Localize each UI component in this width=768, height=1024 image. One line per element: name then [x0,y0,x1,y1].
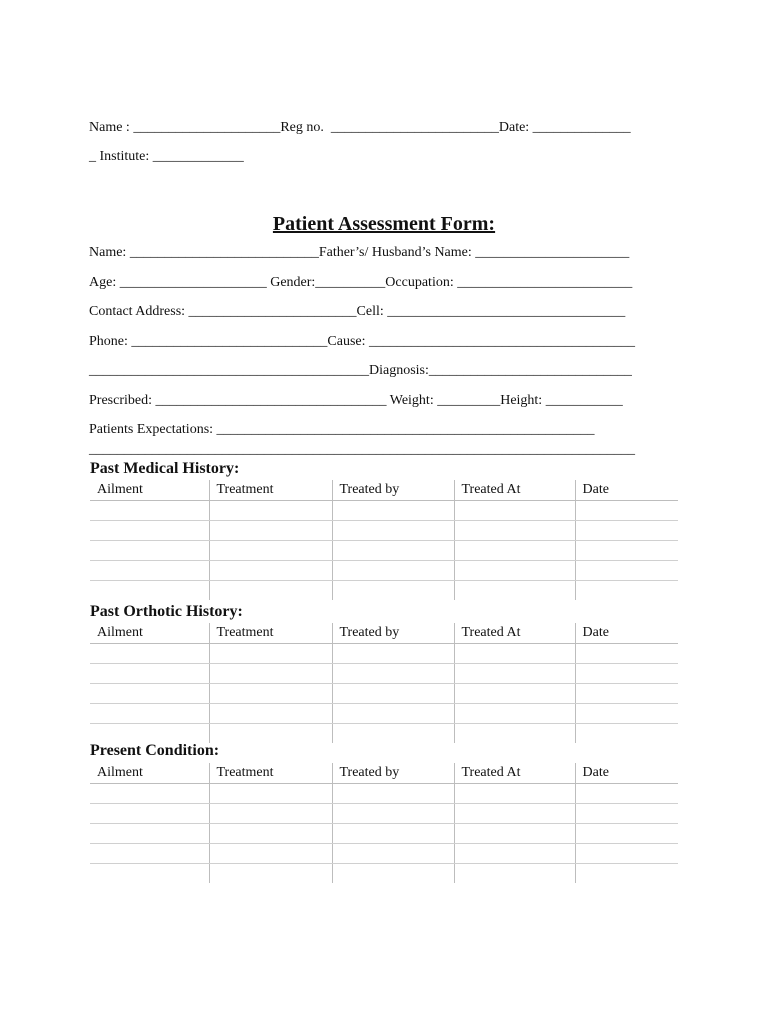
table-cell[interactable] [209,581,332,601]
table-cell[interactable] [454,541,575,561]
patient-expectations-continuation: ______________________________________________________________________________ [89,442,635,457]
table-header-row [90,763,678,784]
table-cell[interactable] [90,501,209,521]
table-row[interactable] [90,704,678,724]
column-header-ailment: Ailment [90,480,209,501]
table-cell[interactable] [332,561,454,581]
past-orthotic-history-title: Past Orthotic History: [90,603,243,620]
prescribed-weight-height-line: Prescribed: _________________________________ Weight: _________Height: ___________ [89,393,623,408]
table-row[interactable] [90,644,678,664]
table-cell[interactable] [90,581,209,601]
table-cell[interactable] [454,521,575,541]
table-cell[interactable] [90,824,209,844]
table-cell[interactable] [332,864,454,884]
column-header-ailment: Ailment [90,763,209,784]
table-row[interactable] [90,844,678,864]
table-cell[interactable] [575,684,678,704]
table-cell[interactable] [575,844,678,864]
table-cell[interactable] [332,581,454,601]
age-gender-occupation-line: Age: _____________________ Gender:__________Occupation: _________________________ [89,275,633,290]
column-header-date: Date [575,623,678,644]
table-row[interactable] [90,664,678,684]
table-cell[interactable] [575,864,678,884]
table-cell[interactable] [454,864,575,884]
table-cell[interactable] [332,804,454,824]
table-cell[interactable] [454,501,575,521]
table-cell[interactable] [332,684,454,704]
diagnosis-line: ________________________________________Diagnosis:_____________________________ [89,363,632,378]
table-cell[interactable] [454,581,575,601]
table-cell[interactable] [90,704,209,724]
table-cell[interactable] [332,501,454,521]
table-cell[interactable] [90,804,209,824]
column-header-treated-by: Treated by [332,763,454,784]
table-cell[interactable] [454,644,575,664]
table-cell[interactable] [575,521,678,541]
table-cell[interactable] [575,824,678,844]
column-header-date: Date [575,763,678,784]
table-cell[interactable] [209,824,332,844]
table-cell[interactable] [454,561,575,581]
table-row[interactable] [90,784,678,804]
table-cell[interactable] [454,804,575,824]
table-cell[interactable] [575,664,678,684]
table-row[interactable] [90,561,678,581]
table-cell[interactable] [209,784,332,804]
table-cell[interactable] [575,784,678,804]
patient-expectations-line: Patients Expectations: ______________________________________________________ [89,422,595,437]
table-cell[interactable] [332,521,454,541]
past-medical-history-title: Past Medical History: [90,460,240,477]
column-header-ailment: Ailment [90,623,209,644]
table-cell[interactable] [332,644,454,664]
table-cell[interactable] [575,704,678,724]
column-header-date: Date [575,480,678,501]
table-cell[interactable] [454,844,575,864]
past-medical-history-table [90,480,678,600]
name-father-husband-line: Name: ___________________________Father’s/ Husband’s Name: ______________________ [89,245,630,260]
table-cell[interactable] [332,541,454,561]
column-header-treated-at: Treated At [454,480,575,501]
table-cell[interactable] [575,724,678,744]
table-row[interactable] [90,581,678,601]
table-row[interactable] [90,804,678,824]
column-header-treated-at: Treated At [454,763,575,784]
form-title: Patient Assessment Form: [272,213,496,235]
table-cell[interactable] [209,561,332,581]
table-cell[interactable] [332,784,454,804]
table-cell[interactable] [209,724,332,744]
table-cell[interactable] [209,684,332,704]
table-row[interactable] [90,501,678,521]
table-cell[interactable] [575,804,678,824]
header-institute-line: _ Institute: _____________ [89,149,244,164]
phone-cause-line: Phone: ____________________________Cause: ______________________________________ [89,334,635,349]
table-cell[interactable] [454,784,575,804]
present-condition-table [90,763,678,883]
column-header-treatment: Treatment [209,763,332,784]
table-row[interactable] [90,541,678,561]
table-cell[interactable] [90,664,209,684]
present-condition-title: Present Condition: [90,742,220,759]
table-cell[interactable] [332,844,454,864]
table-cell[interactable] [90,864,209,884]
table-cell[interactable] [209,804,332,824]
table-cell[interactable] [90,684,209,704]
table-cell[interactable] [90,644,209,664]
table-cell[interactable] [209,644,332,664]
header-name-regno-date-line: Name : _____________________Reg no. ________________________Date: ______________ [89,120,631,135]
table-cell[interactable] [575,644,678,664]
table-cell[interactable] [209,501,332,521]
table-cell[interactable] [332,824,454,844]
table-cell[interactable] [209,541,332,561]
column-header-treated-by: Treated by [332,623,454,644]
table-cell[interactable] [209,664,332,684]
past-orthotic-history-table [90,623,678,743]
table-cell[interactable] [209,864,332,884]
table-header-row [90,480,678,501]
table-cell[interactable] [209,521,332,541]
table-cell[interactable] [332,704,454,724]
column-header-treated-by: Treated by [332,480,454,501]
table-cell[interactable] [454,684,575,704]
column-header-treated-at: Treated At [454,623,575,644]
table-cell[interactable] [575,581,678,601]
table-cell[interactable] [575,561,678,581]
table-cell[interactable] [575,501,678,521]
table-row[interactable] [90,864,678,884]
table-cell[interactable] [332,664,454,684]
table-cell[interactable] [90,561,209,581]
table-cell[interactable] [575,541,678,561]
table-cell[interactable] [454,704,575,724]
table-cell[interactable] [454,824,575,844]
contact-address-cell-line: Contact Address: ________________________Cell: __________________________________ [89,304,626,319]
table-cell[interactable] [454,724,575,744]
table-cell[interactable] [90,784,209,804]
table-cell[interactable] [332,724,454,744]
table-row[interactable] [90,684,678,704]
table-row[interactable] [90,521,678,541]
table-cell[interactable] [209,844,332,864]
table-cell[interactable] [90,844,209,864]
table-header-row [90,623,678,644]
table-row[interactable] [90,824,678,844]
table-cell[interactable] [90,521,209,541]
column-header-treatment: Treatment [209,480,332,501]
table-cell[interactable] [454,664,575,684]
table-cell[interactable] [90,541,209,561]
column-header-treatment: Treatment [209,623,332,644]
table-cell[interactable] [209,704,332,724]
